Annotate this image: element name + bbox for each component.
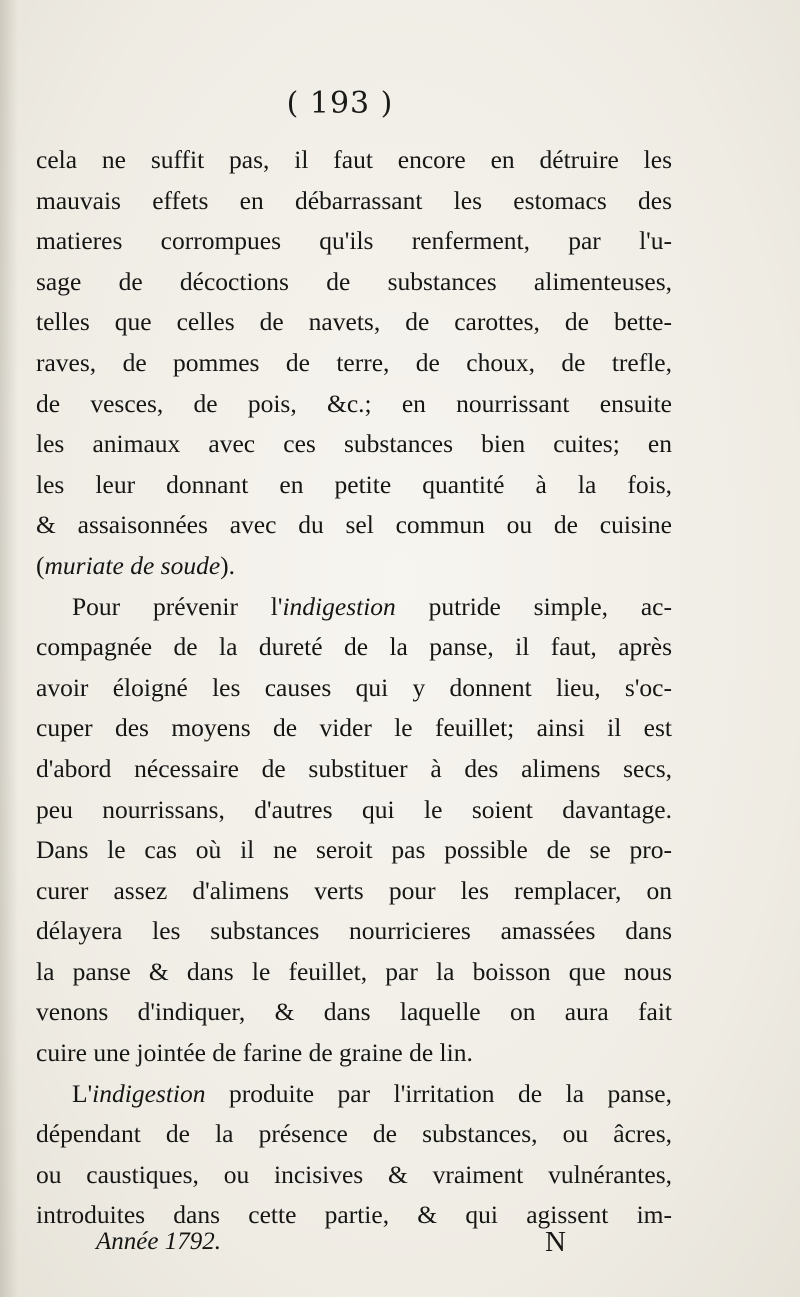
text-line <box>36 668 672 709</box>
text-line <box>36 911 672 952</box>
line-text: cela ne suffit pas, il faut encore en détruire les <box>36 145 672 174</box>
text-line <box>36 181 672 222</box>
text-line <box>36 262 672 303</box>
text-line <box>36 871 672 912</box>
italic-term: indigestion <box>282 591 396 621</box>
line-text: cuire une jointée de farine de graine de lin. <box>36 1038 473 1068</box>
italic-term: indigestion <box>92 1078 206 1108</box>
text-line <box>36 1033 672 1074</box>
line-text: matieres corrompues qu'ils renferment, par l'u- <box>36 226 672 256</box>
line-text: introduites dans cette partie, & qui agissent im- <box>36 1200 672 1230</box>
line-text: curer assez d'alimens verts pour les remplacer, on <box>36 875 672 905</box>
signature-mark: N <box>545 1226 566 1258</box>
line-text: telles que celles de navets, de carottes, de bette- <box>36 307 672 337</box>
text-line <box>36 384 672 425</box>
text-line <box>36 627 672 668</box>
text-line <box>36 1114 672 1155</box>
text-line <box>36 1155 672 1196</box>
line-text: venons d'indiquer, & dans laquelle on aura fait <box>36 997 672 1027</box>
line-text: les leur donnant en petite quantité à la fois, <box>36 469 672 499</box>
line-text: dépendant de la présence de substances, ou âcres, <box>36 1119 672 1149</box>
gutter-shadow <box>0 0 18 1297</box>
line-text: Pour prévenir l' <box>72 591 283 621</box>
line-text: sage de décoctions de substances alimenteuses, <box>36 266 672 296</box>
line-text: & assaisonnées avec du sel commun ou de cuisine <box>36 510 672 540</box>
text-line <box>36 424 672 465</box>
footer-year: Année 1792. <box>96 1228 221 1255</box>
line-text: produite par l'irritation de la panse, <box>205 1078 672 1108</box>
text-line <box>36 465 672 506</box>
line-text: raves, de pommes de terre, de choux, de trefle, <box>36 347 672 377</box>
line-text: les animaux avec ces substances bien cuites; en <box>36 429 672 459</box>
line-text: cuper des moyens de vider le feuillet; ainsi il est <box>36 713 672 743</box>
italic-term: muriate de soude <box>44 550 221 580</box>
line-text: la panse & dans le feuillet, par la boisson que nous <box>36 956 672 986</box>
line-text: putride simple, ac- <box>395 591 672 621</box>
text-line <box>36 505 672 546</box>
text-line <box>36 830 672 871</box>
text-line <box>36 221 672 262</box>
line-text: Dans le cas où il ne seroit pas possible de se pro- <box>36 835 672 865</box>
line-text: L' <box>72 1078 93 1108</box>
text-line <box>36 708 672 749</box>
line-text: avoir éloigné les causes qui y donnent lieu, s'oc- <box>36 672 672 702</box>
text-line <box>36 587 672 628</box>
text-line <box>36 952 672 993</box>
page-number: ( 193 ) <box>286 86 394 121</box>
line-text: d'abord nécessaire de substituer à des alimens secs, <box>36 753 672 783</box>
line-text: ). <box>220 550 236 580</box>
text-line <box>36 343 672 384</box>
body-text <box>36 140 672 1236</box>
line-text: de vesces, de pois, &c.; en nourrissant ensuite <box>36 388 672 418</box>
text-line <box>36 302 672 343</box>
text-line <box>36 749 672 790</box>
text-line <box>36 1074 672 1115</box>
text-line <box>36 790 672 831</box>
line-text: compagnée de la dureté de la panse, il faut, après <box>36 632 672 662</box>
text-line <box>36 546 672 587</box>
text-line <box>36 992 672 1033</box>
text-line <box>36 140 672 181</box>
line-text: mauvais effets en débarrassant les estomacs des <box>36 185 672 215</box>
line-text: délayera les substances nourricieres amassées dans <box>36 916 672 946</box>
page-footer <box>96 1228 566 1264</box>
line-text: ou caustiques, ou incisives & vraiment vulnérantes, <box>36 1159 672 1189</box>
line-text: ( <box>36 550 45 580</box>
line-text: peu nourrissans, d'autres qui le soient davantage. <box>36 794 672 824</box>
